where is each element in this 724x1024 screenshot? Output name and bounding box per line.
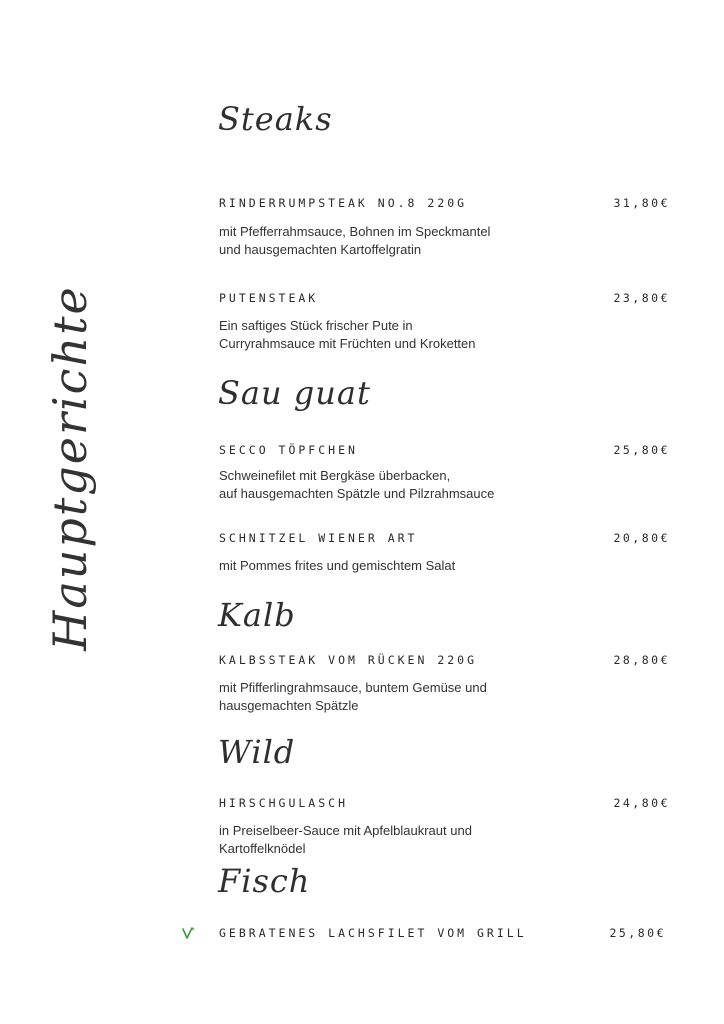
section-wild-heading: Wild <box>218 733 296 771</box>
dish-name: KALBSSTEAK VOM RÜCKEN 220G <box>219 653 478 667</box>
dish-price: 24,80€ <box>613 796 670 810</box>
dish-description <box>219 679 549 715</box>
menu-side-title: Hauptgerichte <box>43 285 97 651</box>
description-line: auf hausgemachten Spätzle und Pilzrahmsauce <box>219 486 495 501</box>
description-line: und hausgemachten Kartoffelgratin <box>219 242 422 257</box>
dish-price: 28,80€ <box>613 653 670 667</box>
dish-price: 23,80€ <box>613 291 670 305</box>
description-line: mit Pfifferlingrahmsauce, buntem Gemüse und <box>219 680 487 695</box>
dish-name: HIRSCHGULASCH <box>219 796 349 810</box>
dish-description <box>219 557 549 575</box>
dish-name: RINDERRUMPSTEAK NO.8 220G <box>219 196 468 210</box>
dish-name: GEBRATENES LACHSFILET VOM GRILL <box>219 926 527 940</box>
description-line: Kartoffelknödel <box>219 841 306 856</box>
dish-description <box>219 822 549 858</box>
description-line: hausgemachten Spätzle <box>219 698 359 713</box>
dish-price: 25,80€ <box>613 443 670 457</box>
vegetarian-leaf-icon <box>181 926 195 940</box>
description-line: mit Pfefferrahmsauce, Bohnen im Speckmantel <box>219 224 491 239</box>
dish-price: 25,80€ <box>609 926 666 940</box>
description-line: Ein saftiges Stück frischer Pute in <box>219 318 413 333</box>
dish-description <box>219 467 549 503</box>
description-line: in Preiselbeer-Sauce mit Apfelblaukraut und <box>219 823 472 838</box>
dish-name: SCHNITZEL WIENER ART <box>219 531 418 545</box>
section-steaks-heading: Steaks <box>218 100 333 138</box>
section-sau-guat-heading: Sau guat <box>218 374 371 412</box>
dish-description <box>219 223 549 259</box>
description-line: Curryrahmsauce mit Früchten und Kroketten <box>219 336 476 351</box>
dish-name: SECCO TÖPFCHEN <box>219 443 358 457</box>
dish-price: 31,80€ <box>613 196 670 210</box>
description-line: mit Pommes frites und gemischtem Salat <box>219 558 456 573</box>
dish-name: PUTENSTEAK <box>219 291 319 305</box>
dish-price: 20,80€ <box>613 531 670 545</box>
section-kalb-heading: Kalb <box>218 596 296 634</box>
dish-description <box>219 317 549 353</box>
section-fisch-heading: Fisch <box>218 862 311 900</box>
description-line: Schweinefilet mit Bergkäse überbacken, <box>219 468 451 483</box>
